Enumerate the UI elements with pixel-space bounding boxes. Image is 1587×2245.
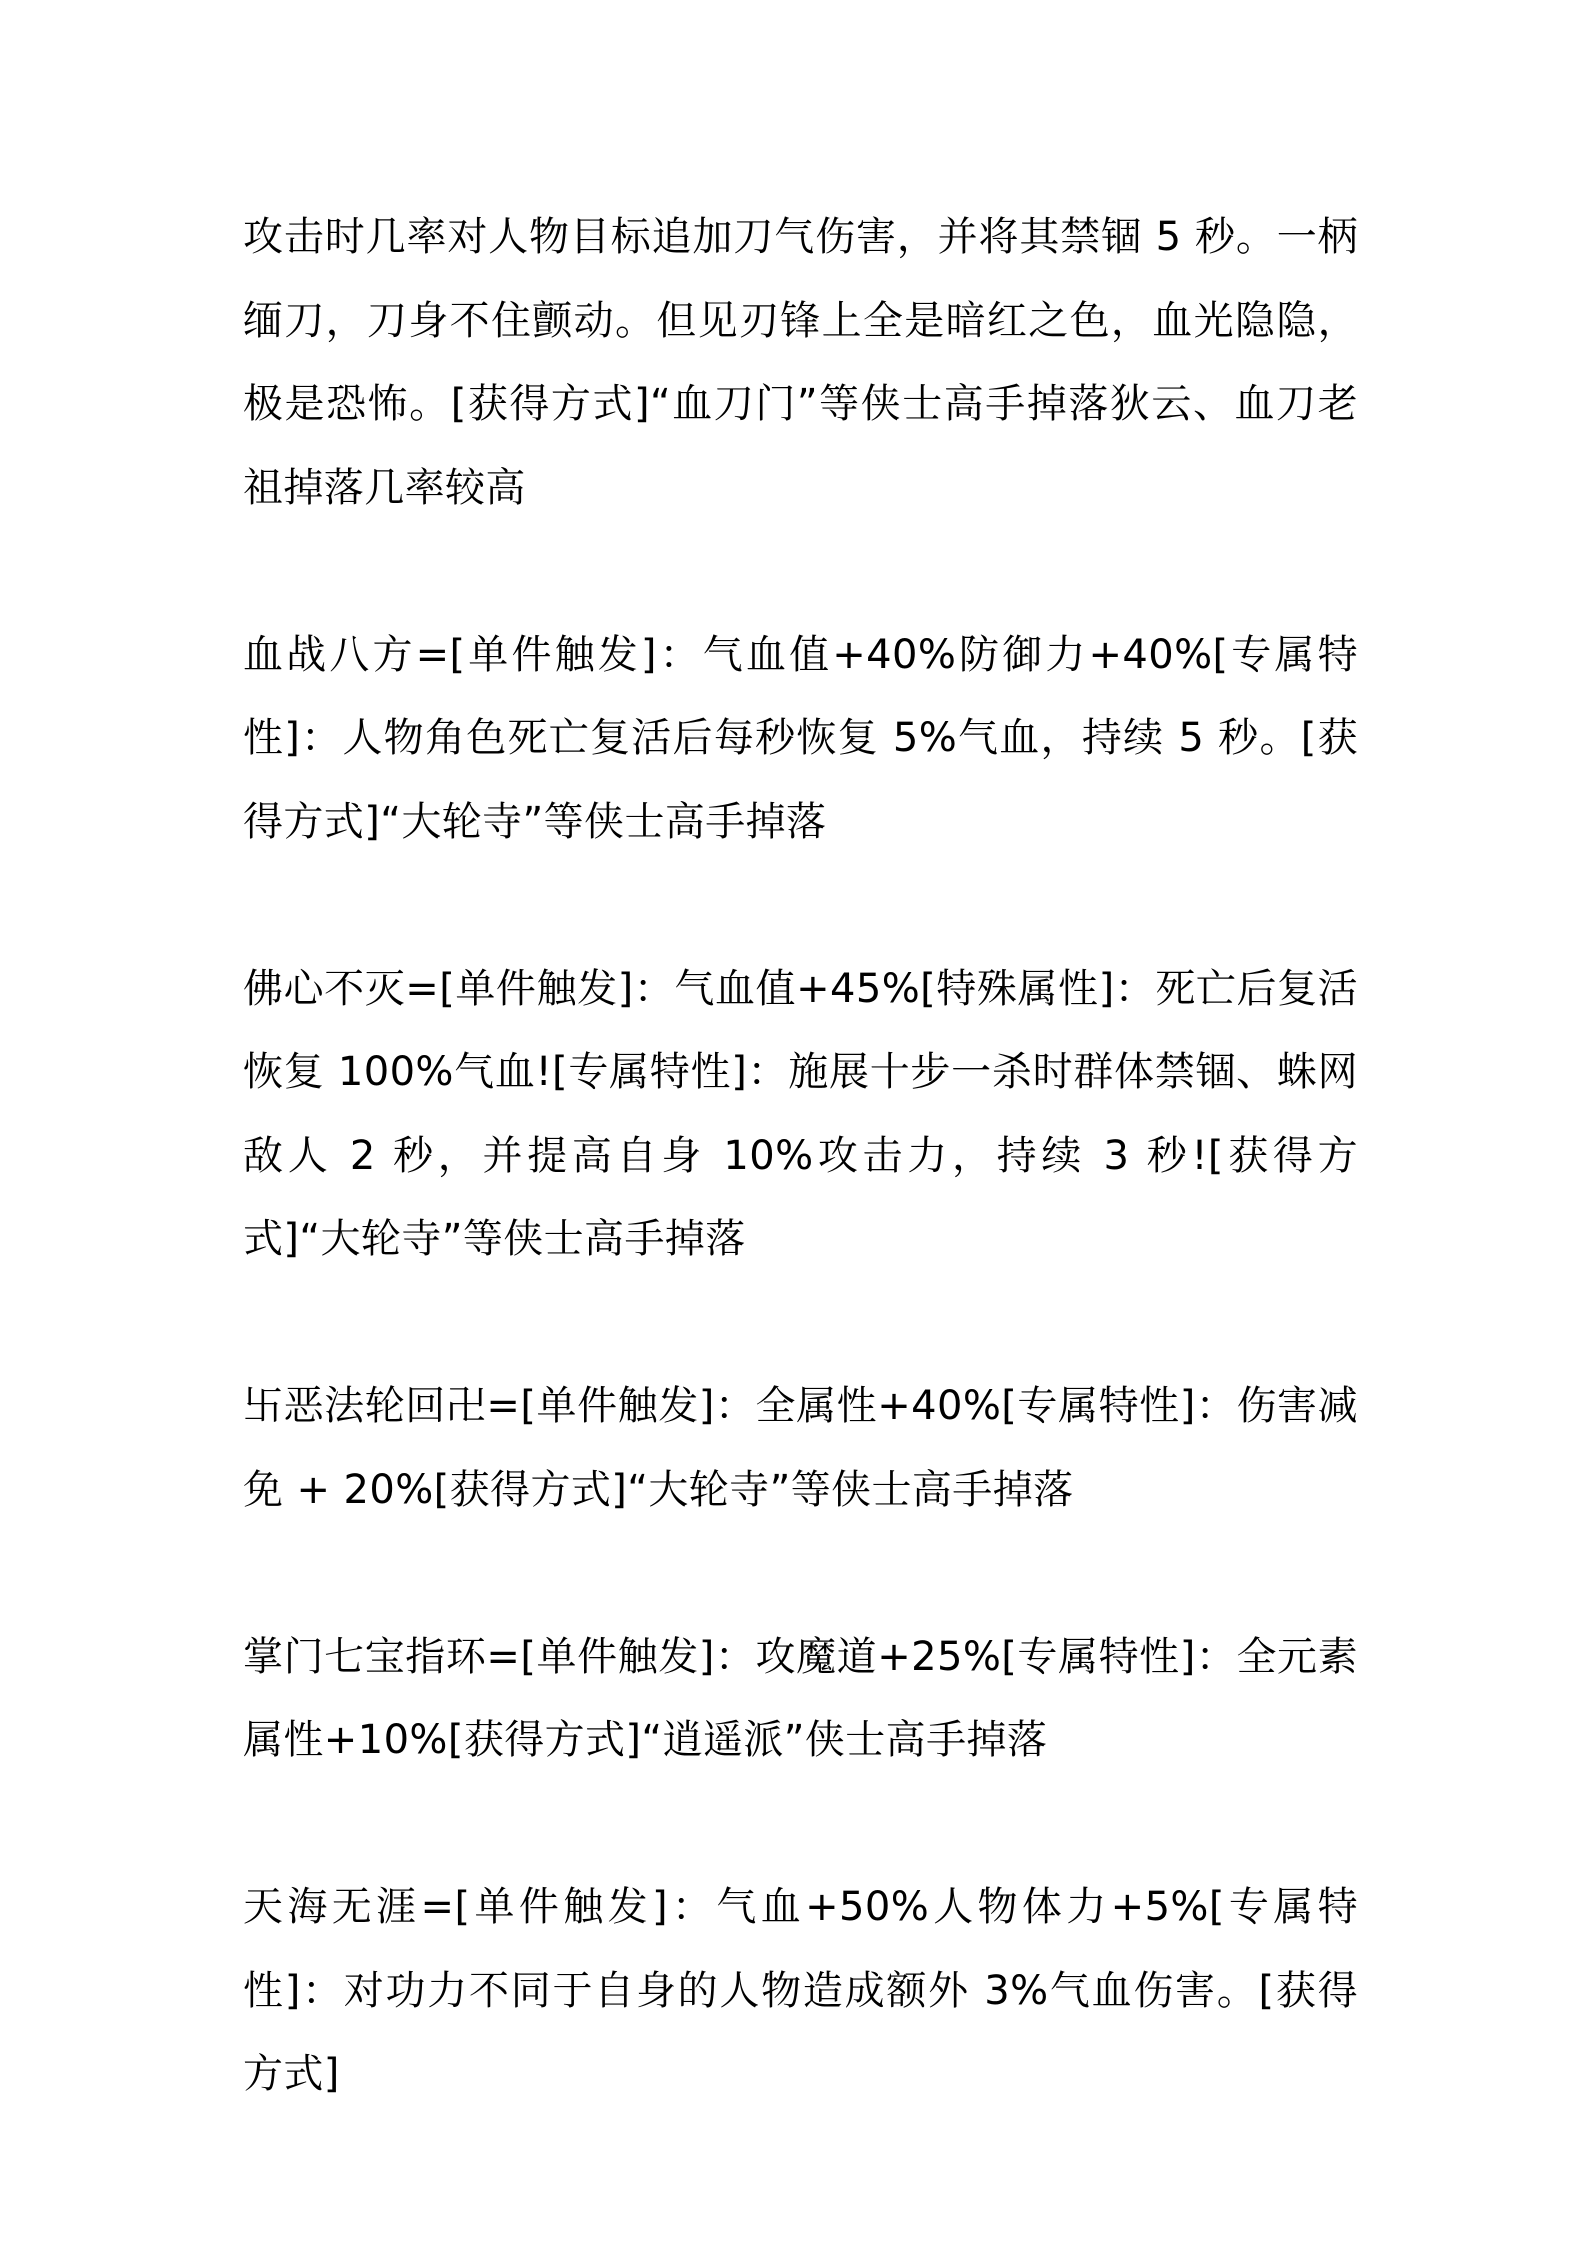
paragraph-fo-xin-bu-mie: 佛心不灭=[单件触发]：气血值+45%[特殊属性]：死亡后复活恢复 100%气血![专属特性]：施展十步一杀时群体禁锢、蛛网敌人 2 秒，并提高自身 10%攻击力，持续 3 秒![获得方式]“大轮寺”等侠士高手掉落 bbox=[243, 965, 1358, 1262]
paragraph-e-fa-lun-hui: 卐恶法轮回卍=[单件触发]：全属性+40%[专属特性]：伤害减免 + 20%[获得方式]“大轮寺”等侠士高手掉落 bbox=[243, 1383, 1358, 1513]
paragraph-xue-zhan-ba-fang: 血战八方=[单件触发]：气血值+40%防御力+40%[专属特性]：人物角色死亡复活后每秒恢复 5%气血，持续 5 秒。[获得方式]“大轮寺”等侠士高手掉落 bbox=[243, 631, 1358, 845]
paragraph-tian-hai-wu-ya: 天海无涯=[单件触发]：气血+50%人物体力+5%[专属特性]：对功力不同于自身的人物造成额外 3%气血伤害。[获得方式] bbox=[243, 1884, 1358, 2097]
paragraph-blood-blade: 攻击时几率对人物目标追加刀气伤害，并将其禁锢 5 秒。一柄缅刀，刀身不住颤动。但见刃锋上全是暗红之色，血光隐隐，极是恐怖。[获得方式]“血刀门”等侠士高手掉落狄云、血刀老祖掉落几率较高 bbox=[243, 214, 1358, 511]
document-body bbox=[243, 196, 1358, 2200]
paragraph-zhang-men-qi-bao: 掌门七宝指环=[单件触发]：攻魔道+25%[专属特性]：全元素属性+10%[获得方式]“逍遥派”侠士高手掉落 bbox=[243, 1633, 1358, 1763]
